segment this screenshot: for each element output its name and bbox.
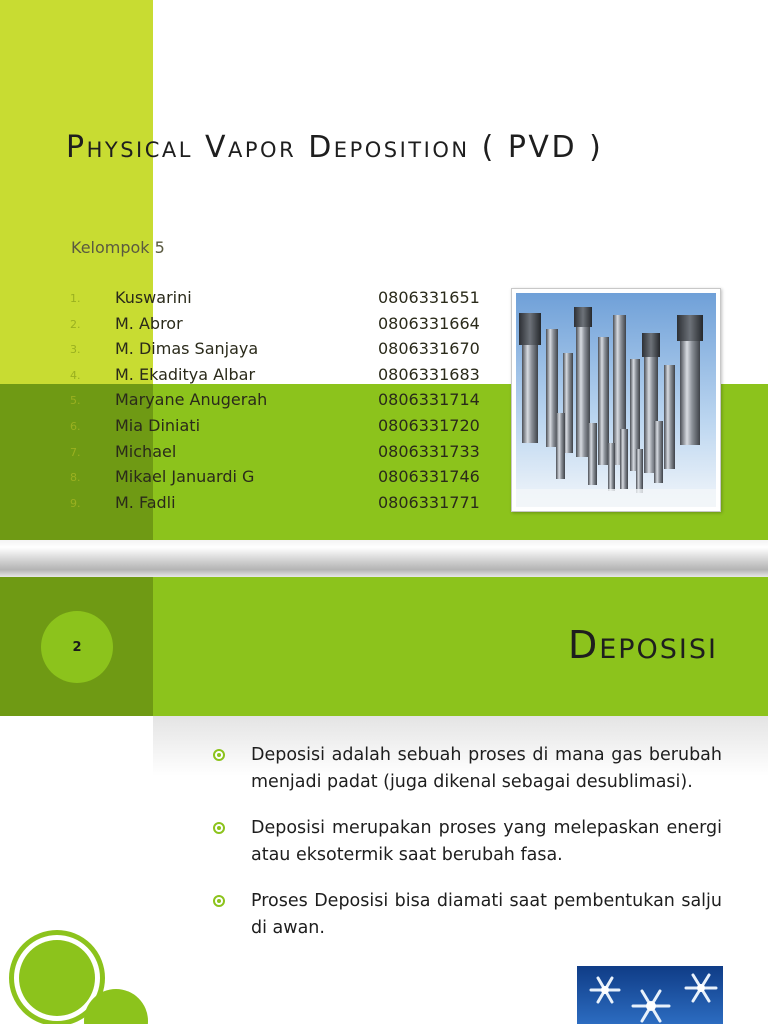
slide-title: Physical Vapor Deposition ( PVD ) <box>66 130 604 165</box>
slide-title: Deposisi <box>567 623 718 667</box>
snowflakes-photo <box>577 966 723 1024</box>
bullet-item <box>212 888 722 941</box>
bullet-item <box>212 815 722 868</box>
punch-tools-photo <box>511 288 721 512</box>
bullet-list <box>212 742 722 961</box>
metal-punch-tools-icon <box>516 293 716 507</box>
member-id: 0806331746 <box>378 467 480 487</box>
member-row <box>70 442 500 468</box>
member-row <box>70 365 500 391</box>
member-name: Michael <box>115 441 177 461</box>
member-row <box>70 416 500 442</box>
member-id: 0806331664 <box>378 313 480 333</box>
member-row <box>70 493 500 519</box>
member-number: 2. <box>70 317 81 331</box>
slide-number-badge <box>41 611 113 683</box>
circle-bullet-icon <box>213 749 225 761</box>
slide-2 <box>0 577 768 1024</box>
group-label: Kelompok 5 <box>71 238 165 257</box>
member-row <box>70 390 500 416</box>
member-name: Maryane Anugerah <box>115 390 268 410</box>
member-name: M. Ekaditya Albar <box>115 364 256 384</box>
member-id: 0806331720 <box>378 415 480 435</box>
slide-divider <box>0 540 768 577</box>
member-name: Kuswarini <box>115 288 192 307</box>
member-number: 4. <box>70 368 81 382</box>
member-row <box>70 288 500 314</box>
member-name: Mikael Januardi G <box>115 467 255 487</box>
member-number: 1. <box>70 292 81 305</box>
member-number: 8. <box>70 471 81 485</box>
snowflake-icon <box>577 966 723 1024</box>
member-id: 0806331733 <box>378 441 480 461</box>
bullet-text: Deposisi adalah sebuah proses di mana gas berubah menjadi padat (juga dikenal sebagai desublimasi). <box>251 745 722 792</box>
circle-bullet-icon <box>213 822 225 834</box>
member-id: 0806331771 <box>378 492 480 512</box>
member-id: 0806331683 <box>378 364 480 384</box>
member-row <box>70 467 500 493</box>
circle-bullet-icon <box>213 895 225 907</box>
member-id: 0806331714 <box>378 390 480 410</box>
member-list <box>70 288 500 518</box>
member-number: 6. <box>70 419 81 433</box>
member-name: Mia Diniati <box>115 415 201 435</box>
member-id: 0806331651 <box>378 288 480 307</box>
member-number: 7. <box>70 445 81 459</box>
bullet-item <box>212 742 722 795</box>
member-row <box>70 314 500 340</box>
member-id: 0806331670 <box>378 339 480 359</box>
member-name: M. Dimas Sanjaya <box>115 339 259 359</box>
bullet-text: Proses Deposisi bisa diamati saat pembentukan salju di awan. <box>251 891 722 938</box>
member-row <box>70 339 500 365</box>
member-name: M. Abror <box>115 313 183 333</box>
member-name: M. Fadli <box>115 492 176 512</box>
bullet-text: Deposisi merupakan proses yang melepaskan energi atau eksotermik saat berubah fasa. <box>251 818 722 865</box>
member-number: 9. <box>70 496 81 510</box>
member-number: 3. <box>70 343 81 357</box>
slide-number: 2 <box>72 639 82 655</box>
member-number: 5. <box>70 394 81 408</box>
